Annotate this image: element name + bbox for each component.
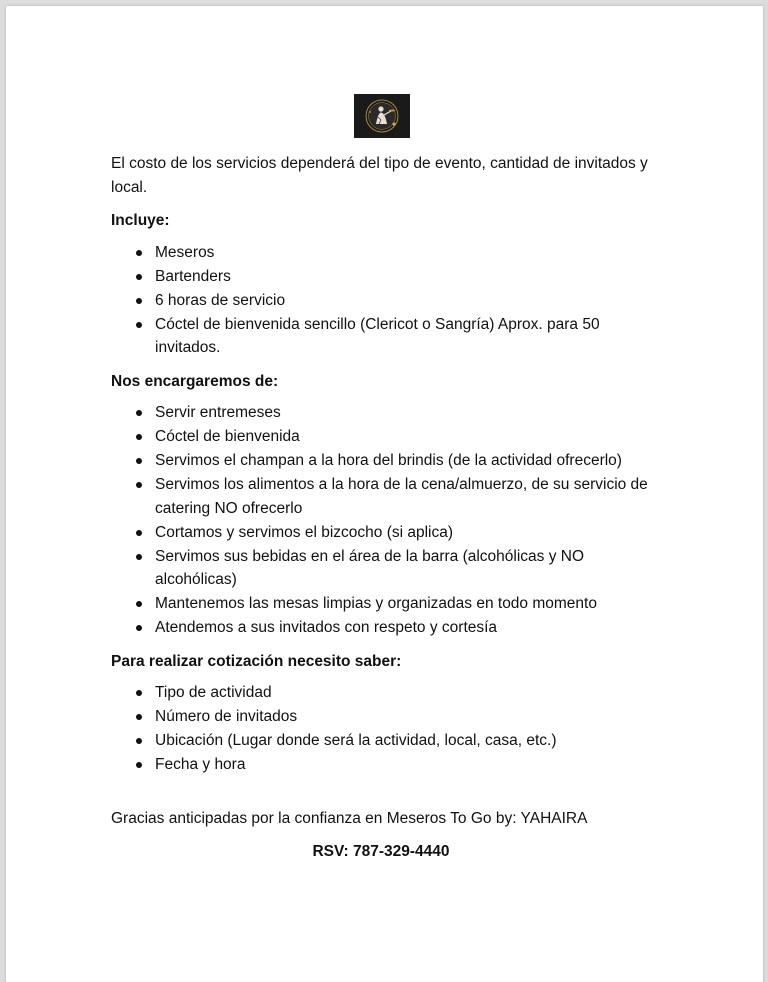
list-item: Fecha y hora (155, 753, 651, 777)
quote-requirements-list (111, 681, 651, 777)
document-page (6, 6, 763, 982)
document-content (111, 94, 651, 864)
responsibilities-list (111, 401, 651, 640)
includes-heading: Incluye: (111, 212, 170, 229)
list-item: Ubicación (Lugar donde será la actividad, local, casa, etc.) (155, 729, 651, 753)
list-item: Tipo de actividad (155, 681, 651, 705)
list-item: Servir entremeses (155, 401, 651, 425)
company-logo (354, 94, 410, 138)
closing-text: Gracias anticipadas por la confianza en Meseros To Go by: YAHAIRA (111, 809, 588, 827)
list-item: Cóctel de bienvenida sencillo (Clericot o Sangría) Aprox. para 50 invitados. (155, 313, 651, 360)
list-item: Mantenemos las mesas limpias y organizadas en todo momento (155, 592, 651, 616)
list-item: Atendemos a sus invitados con respeto y cortesía (155, 616, 651, 640)
list-item: Meseros (155, 241, 651, 265)
list-item: Servimos los alimentos a la hora de la cena/almuerzo, de su servicio de catering NO ofrecerlo (155, 473, 651, 520)
intro-paragraph: El costo de los servicios dependerá del tipo de evento, cantidad de invitados y local. (111, 155, 648, 196)
list-item: Número de invitados (155, 705, 651, 729)
list-item: Servimos sus bebidas en el área de la barra (alcohólicas y NO alcohólicas) (155, 545, 651, 592)
list-item: Cóctel de bienvenida (155, 425, 651, 449)
quote-heading: Para realizar cotización necesito saber: (111, 652, 402, 670)
logo-image (354, 94, 410, 138)
list-item: 6 horas de servicio (155, 289, 651, 313)
includes-list (111, 241, 651, 360)
list-item: Servimos el champan a la hora del brindis (de la actividad ofrecerlo) (155, 449, 651, 473)
rsv-phone: RSV: 787-329-4440 (312, 843, 450, 860)
list-item: Bartenders (155, 265, 651, 289)
responsibilities-heading: Nos encargaremos de: (111, 372, 279, 390)
list-item: Cortamos y servimos el bizcocho (si aplica) (155, 521, 651, 545)
